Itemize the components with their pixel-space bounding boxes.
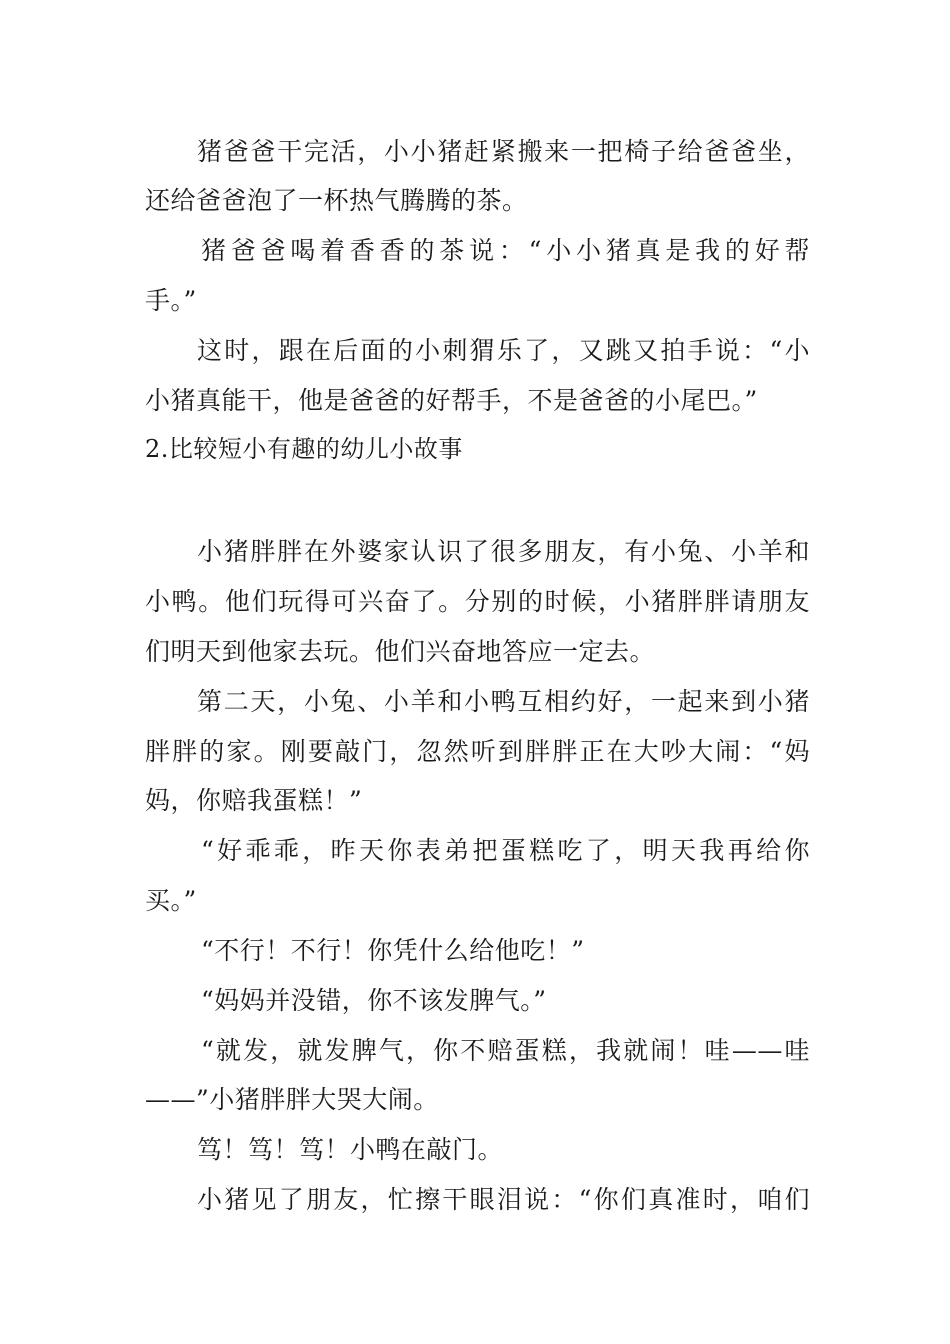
paragraph-line: 小猪真能干，他是爸爸的好帮手，不是爸爸的小尾巴。” <box>145 386 758 415</box>
paragraph-line: 猪爸爸喝着香香的茶说：“小小猪真是我的好帮 <box>201 236 810 265</box>
paragraph-line: 还给爸爸泡了一杯热气腾腾的茶。 <box>145 186 528 215</box>
paragraph-line: 小鸭。他们玩得可兴奋了。分别的时候，小猪胖胖请朋友 <box>145 587 810 616</box>
paragraph-line: 猪爸爸干完活，小小猪赶紧搬来一把椅子给爸爸坐， <box>197 137 810 166</box>
paragraph-line: 笃！笃！笃！小鸭在敲门。 <box>197 1135 504 1164</box>
paragraph-line: 小猪见了朋友，忙擦干眼泪说：“你们真准时，咱们 <box>197 1185 810 1214</box>
paragraph-line: 第二天，小兔、小羊和小鸭互相约好，一起来到小猪 <box>197 687 810 716</box>
paragraph-line: “好乖乖，昨天你表弟把蛋糕吃了，明天我再给你 <box>201 836 810 865</box>
paragraph-line: 买。” <box>145 886 197 915</box>
paragraph-line: 这时，跟在后面的小刺猬乐了，又跳又拍手说：“小 <box>197 336 810 365</box>
paragraph-line: “就发，就发脾气，你不赔蛋糕，我就闹！哇——哇 <box>201 1036 810 1065</box>
paragraph-line: 们明天到他家去玩。他们兴奋地答应一定去。 <box>145 637 656 666</box>
paragraph-line: “不行！不行！你凭什么给他吃！” <box>201 936 585 965</box>
paragraph-line: 手。” <box>145 286 197 315</box>
paragraph-line: 妈，你赔我蛋糕！” <box>145 786 363 815</box>
paragraph-line: 小猪胖胖在外婆家认识了很多朋友，有小兔、小羊和 <box>197 537 810 566</box>
paragraph-line: “妈妈并没错，你不该发脾气。” <box>201 986 547 1015</box>
paragraph-line: 胖胖的家。刚要敲门，忽然听到胖胖正在大吵大闹：“妈 <box>145 737 810 766</box>
paragraph-line: ——”小猪胖胖大哭大闹。 <box>145 1085 439 1114</box>
section-heading: 2.比较短小有趣的幼儿小故事 <box>145 435 463 463</box>
